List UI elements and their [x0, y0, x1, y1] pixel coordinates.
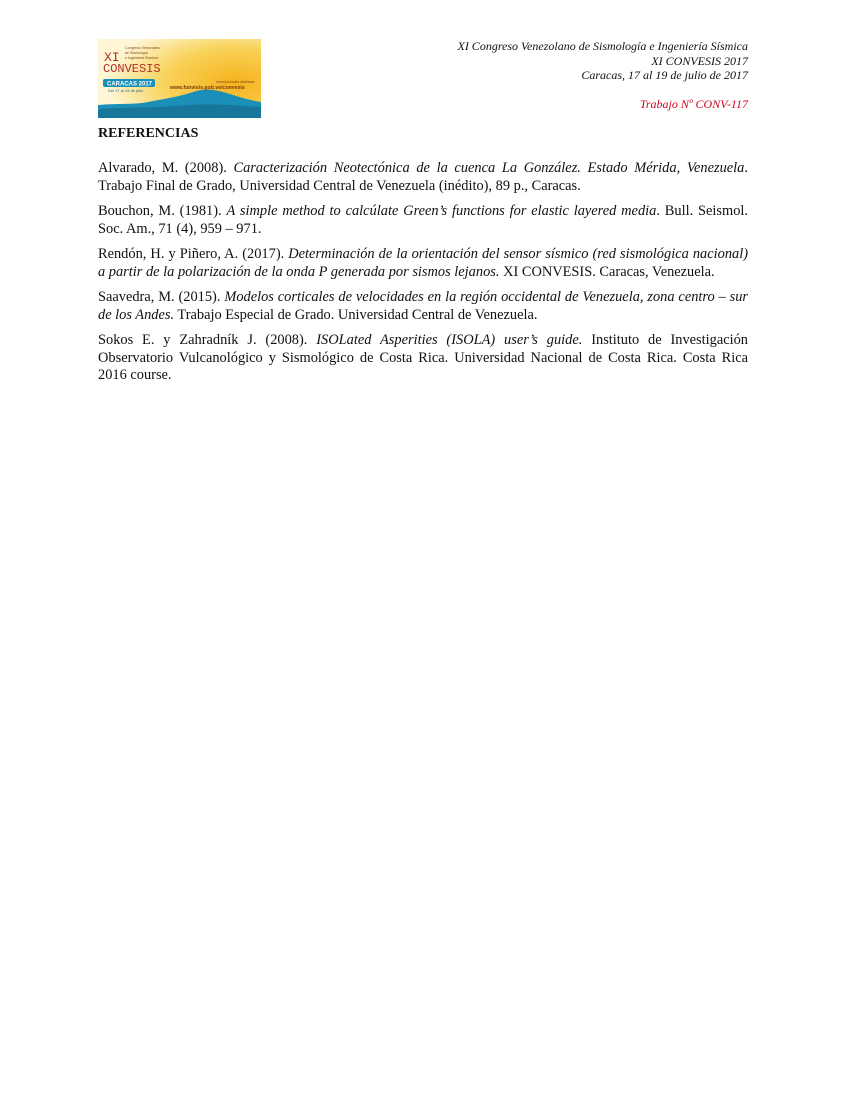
reference-item [98, 203, 748, 238]
reference-title: Modelos corticales de velocidades en la región occidental de Venezuela, zona centro – sur de los Andes. [98, 289, 748, 323]
reference-item [98, 160, 748, 195]
reference-source: XI CONVESIS. Caracas, Venezuela. [499, 263, 715, 280]
header-conference-name: XI Congreso Venezolano de Sismología e Ingeniería Sísmica [457, 39, 748, 53]
references-list [98, 160, 748, 393]
logo-tagline-3: e Ingeniería Sísmica [125, 56, 158, 60]
logo-tagline-2: de Sismología [125, 51, 148, 55]
logo-url: www.funvisis.gob.ve/convesis [170, 85, 245, 91]
reference-item [98, 332, 748, 385]
reference-item [98, 246, 748, 281]
logo-tagline-1: Congreso Venezolano [125, 46, 161, 50]
header-location-dates: Caracas, 17 al 19 de julio de 2017 [581, 68, 748, 82]
logo-convesis: CONVESIS [103, 62, 161, 76]
reference-author: Alvarado, M. (2008). [98, 160, 234, 176]
reference-source: . Bull. Seismol. Soc. Am., 71 (4), 959 – 971. [98, 203, 749, 237]
reference-source: Instituto de Investigación Observatorio Vulcanológico y Sismológico de Costa Rica. Universidad Nacional de Costa Rica. Costa Rica 2016 course. [98, 332, 749, 383]
reference-title: Determinación de la orientación del sensor sísmico (red sismológica nacional) a partir de la polarización de la onda P generada por sismos lejanos. [98, 246, 748, 280]
reference-source: Trabajo Especial de Grado. Universidad Central de Venezuela. [174, 306, 538, 323]
reference-author: Bouchon, M. (1981). [98, 203, 227, 219]
logo-city: CARACAS 2017 [107, 81, 153, 88]
reference-source: . Trabajo Final de Grado, Universidad Central de Venezuela (inédito), 89 p., Caracas. [98, 160, 748, 194]
header-paper-number: Trabajo Nº CONV-117 [639, 96, 748, 111]
conference-header [457, 39, 748, 111]
reference-title: Caracterización Neotectónica de la cuenca La González. Estado Mérida, Venezuela [233, 160, 745, 176]
reference-title: ISOLated Asperities (ISOLA) user’s guide. [316, 332, 583, 348]
reference-author: Sokos E. y Zahradník J. (2008). [98, 332, 317, 348]
reference-title: A simple method to calcúlate Green’s functions for elastic layered media [226, 203, 657, 219]
logo-dates: Del 17 al 19 de julio [108, 88, 144, 93]
section-title: REFERENCIAS [98, 126, 199, 141]
reference-author: Saavedra, M. (2015). [98, 289, 225, 305]
reference-item [98, 289, 748, 324]
logo-xi: XI [104, 50, 120, 65]
convesis-logo [98, 39, 261, 118]
reference-author: Rendón, H. y Piñero, A. (2017). [98, 246, 289, 262]
convesis-logo-graphic [98, 39, 261, 118]
header-conference-short: XI CONVESIS 2017 [651, 53, 748, 68]
logo-inscriptions: inscripciones abiertas [216, 79, 255, 84]
